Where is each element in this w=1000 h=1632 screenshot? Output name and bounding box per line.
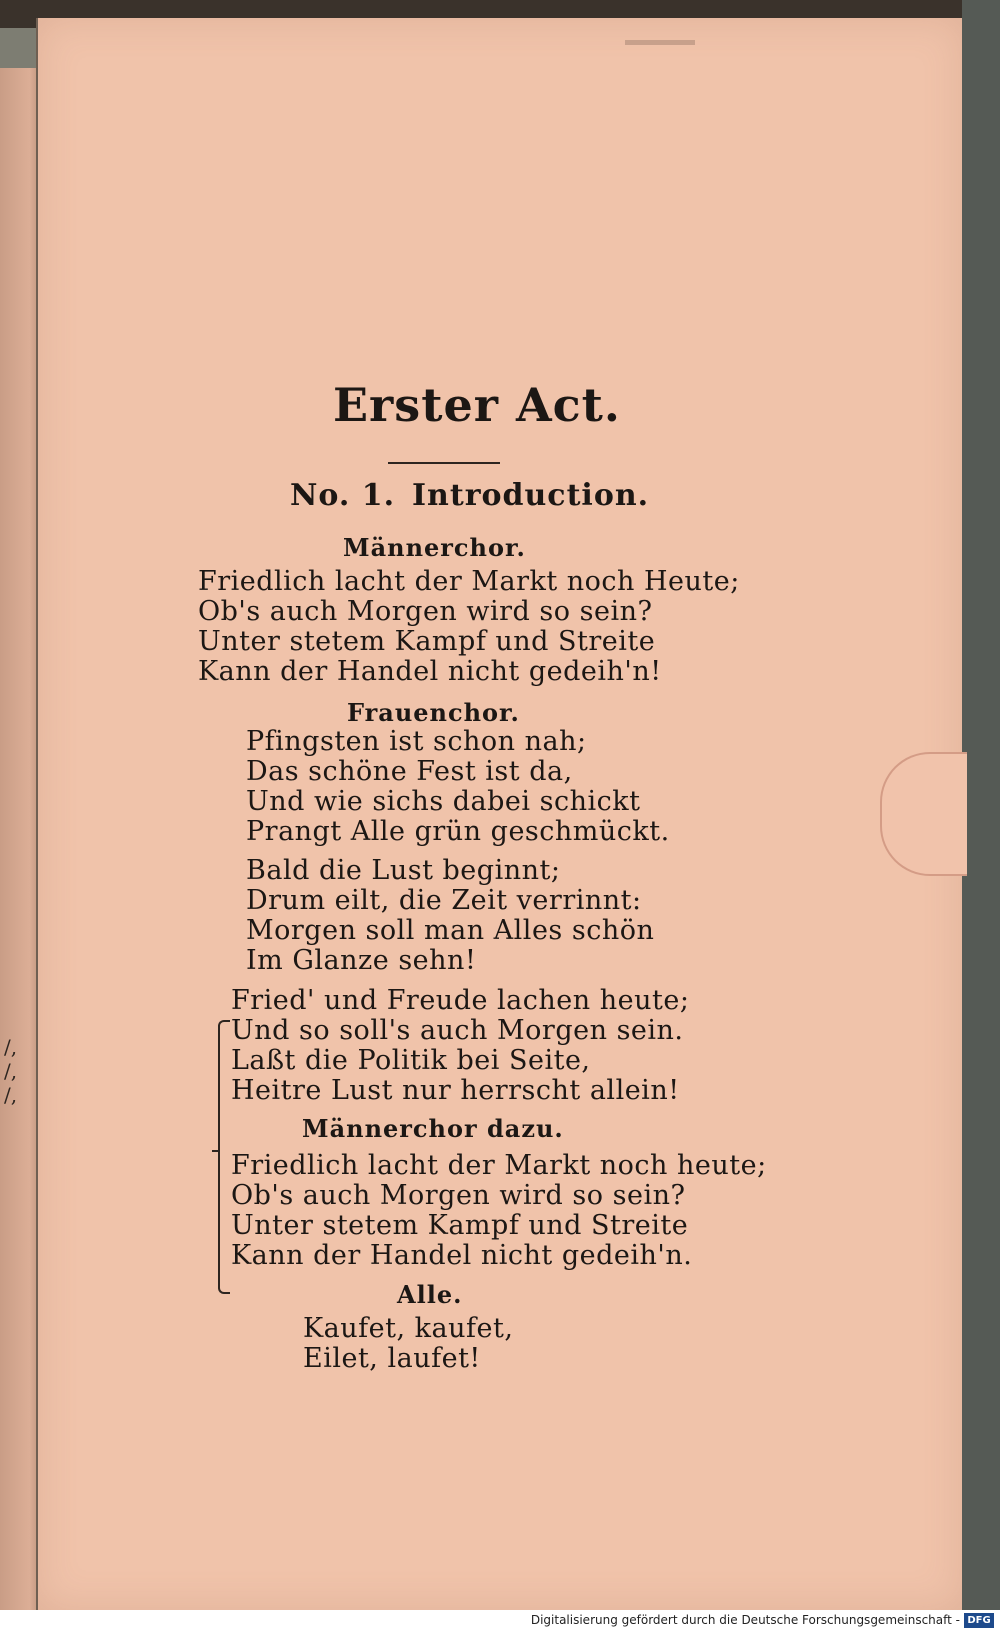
block-heading: Männerchor. <box>343 533 526 562</box>
block-heading: Männerchor dazu. <box>302 1114 564 1143</box>
verse-line: Das schöne Fest ist da, <box>246 756 573 787</box>
verse-line: Pfingsten ist schon nah; <box>246 726 587 757</box>
verse-line: Fried' und Freude lachen heute; <box>231 985 690 1016</box>
verse-line: Eilet, laufet! <box>303 1343 481 1374</box>
verse-line: Prangt Alle grün geschmückt. <box>246 816 670 847</box>
verse-line: Und so soll's auch Morgen sein. <box>231 1015 684 1046</box>
page-clip-tab <box>880 752 967 876</box>
verse-line: Kann der Handel nicht gedeih'n. <box>231 1240 693 1271</box>
verse-line: Friedlich lacht der Markt noch heute; <box>231 1150 767 1181</box>
dfg-logo: DFG <box>964 1613 994 1628</box>
act-title: Erster Act. <box>333 378 621 432</box>
verse-line: Friedlich lacht der Markt noch Heute; <box>198 566 740 597</box>
verse-line: Unter stetem Kampf und Streite <box>231 1210 689 1241</box>
verse-line: Ob's auch Morgen wird so sein? <box>198 596 653 627</box>
footer-credit: Digitalisierung gefördert durch die Deutsche Forschungsgemeinschaft - <box>530 1613 960 1627</box>
block-heading: Alle. <box>397 1280 463 1309</box>
verse-line: Unter stetem Kampf und Streite <box>198 626 656 657</box>
verse-bracket <box>218 1020 230 1294</box>
verse-line: Kaufet, kaufet, <box>303 1313 514 1344</box>
verse-line: Ob's auch Morgen wird so sein? <box>231 1180 686 1211</box>
verse-line: Heitre Lust nur herrscht allein! <box>231 1075 680 1106</box>
title-rule <box>388 462 500 464</box>
page-fold-mark <box>625 40 695 45</box>
verse-line: Kann der Handel nicht gedeih'n! <box>198 656 662 687</box>
section-number: No. 1. <box>290 478 396 513</box>
verse-line: Drum eilt, die Zeit verrinnt: <box>246 885 642 916</box>
footer-bar <box>0 1610 1000 1632</box>
section-title: Introduction. <box>412 478 650 513</box>
verse-line: Laßt die Politik bei Seite, <box>231 1045 591 1076</box>
verse-bracket-tip <box>212 1150 220 1152</box>
verse-line: Im Glanze sehn! <box>246 945 477 976</box>
verse-line: Und wie sichs dabei schickt <box>246 786 641 817</box>
verse-line: Morgen soll man Alles schön <box>246 915 655 946</box>
block-heading: Frauenchor. <box>347 698 520 727</box>
verse-line: Bald die Lust beginnt; <box>246 855 561 886</box>
margin-marks: /, /, /, <box>4 1035 18 1107</box>
book-cover-edge <box>962 0 1000 1610</box>
